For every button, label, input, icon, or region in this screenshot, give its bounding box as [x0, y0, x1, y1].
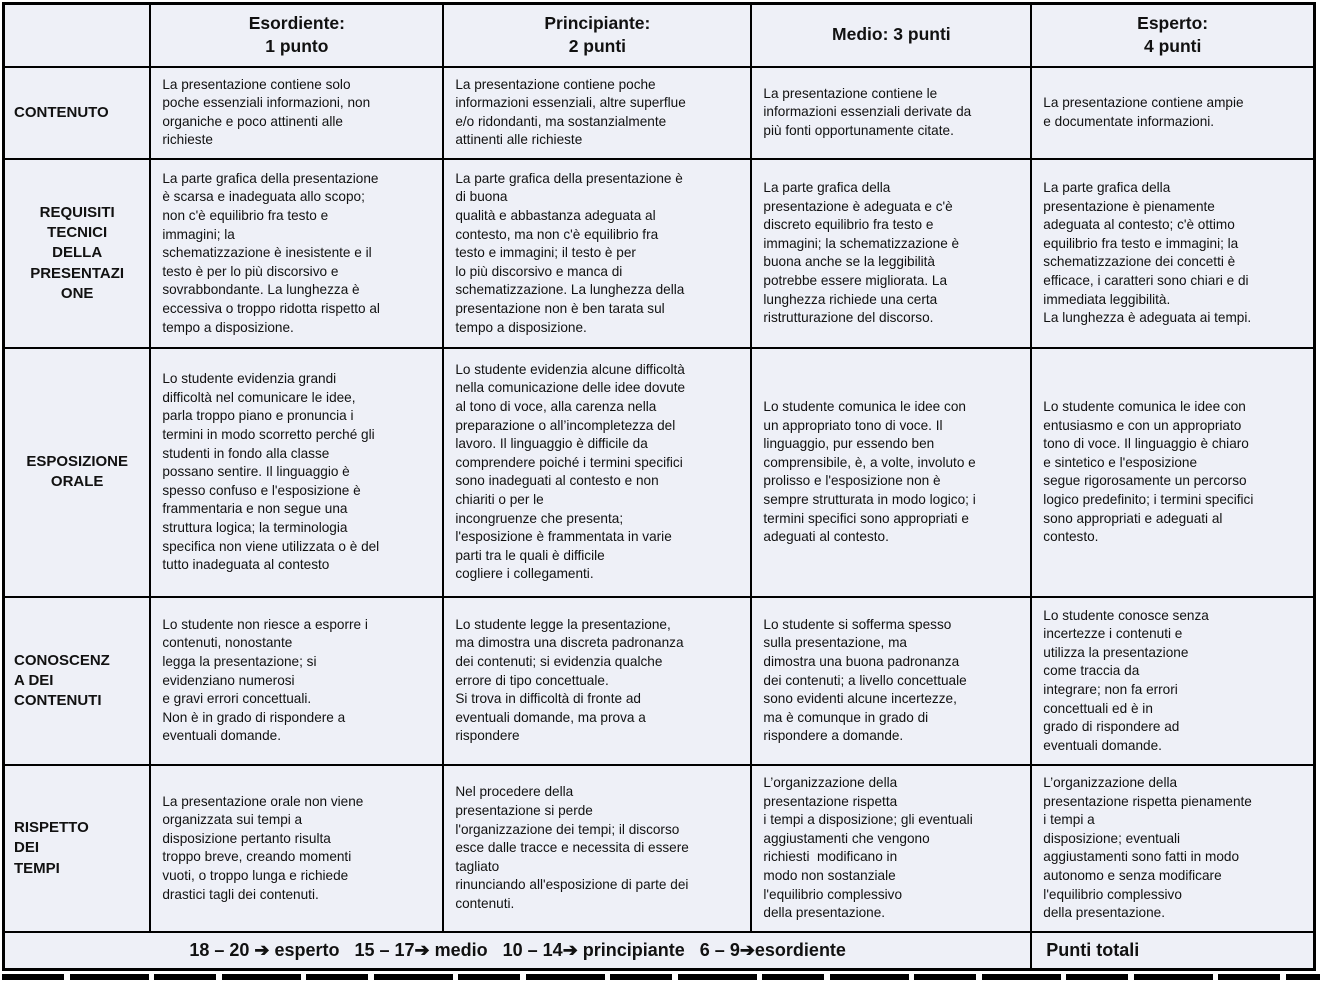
criterion-label: CONTENUTO	[4, 67, 151, 159]
corner-cell	[4, 4, 151, 67]
rubric-cell: Lo studente comunica le idee con entusiasmo e con un appropriato tono di voce. Il linguaggio è chiaro e sintetico e l'esposizione segue rigorosamente un percorso logico predefinito; i termini specifici sono appropriati e adeguati al contesto.	[1031, 348, 1314, 597]
table-row	[4, 348, 1315, 597]
rubric-cell: La presentazione contiene le informazioni essenziali derivate da più fonti opportunamente citate.	[751, 67, 1031, 159]
table-row	[4, 159, 1315, 348]
level-header-principiante: Principiante: 2 punti	[443, 4, 751, 67]
rubric-cell: La presentazione orale non viene organizzata sui tempi a disposizione pertanto risulta troppo breve, creando momenti vuoti, o troppo lunga e richiede drastici tagli dei contenuti.	[150, 765, 443, 932]
level-header-esordiente: Esordiente: 1 punto	[150, 4, 443, 67]
table-row	[4, 765, 1315, 932]
rubric-header	[4, 4, 1315, 67]
rubric-cell: La presentazione contiene ampie e documentate informazioni.	[1031, 67, 1314, 159]
bottom-torn-edge	[2, 974, 1320, 980]
header-row	[4, 4, 1315, 67]
rubric-cell: Lo studente comunica le idee con un appropriato tono di voce. Il linguaggio, pur essendo ben comprensibile, è, a volte, involuto e prolisso e l'esposizione non è sempre strutturata in modo logico; i termini specifici sono appropriati e adeguati al contesto.	[751, 348, 1031, 597]
total-points-label: Punti totali	[1031, 932, 1314, 970]
table-row	[4, 67, 1315, 159]
rubric-cell: La presentazione contiene solo poche essenziali informazioni, non organiche e poco attinenti alle richieste	[150, 67, 443, 159]
criterion-label: ESPOSIZIONE ORALE	[4, 348, 151, 597]
rubric-table	[2, 2, 1316, 971]
rubric-cell: Nel procedere della presentazione si perde l'organizzazione dei tempi; il discorso esce dalle tracce e necessita di essere tagliato rinunciando all'esposizione di parte dei contenuti.	[443, 765, 751, 932]
criterion-label: CONOSCENZ A DEI CONTENUTI	[4, 597, 151, 765]
rubric-cell: La parte grafica della presentazione è scarsa e inadeguata allo scopo; non c'è equilibrio fra testo e immagini; la schematizzazione è inesistente e il testo è per lo più discorsivo e sovrabbondante. La lunghezza è eccessiva o troppo ridotta rispetto al tempo a disposizione.	[150, 159, 443, 348]
rubric-cell: La parte grafica della presentazione è adeguata e c'è discreto equilibrio fra testo e immagini; la schematizzazione è buona anche se la leggibilità potrebbe essere migliorata. La lunghezza richiede una certa ristrutturazione del discorso.	[751, 159, 1031, 348]
rubric-cell: Lo studente evidenzia grandi difficoltà nel comunicare le idee, parla troppo piano e pronuncia i termini in modo scorretto perché gli studenti in fondo alla classe possano sentire. Il linguaggio è spesso confuso e l'esposizione è frammentaria e non segue una struttura logica; la terminologia specifica non viene utilizzata o è del tutto inadeguata al contesto	[150, 348, 443, 597]
rubric-cell: La presentazione contiene poche informazioni essenziali, altre superflue e/o ridondanti, ma sostanzialmente attinenti alle richieste	[443, 67, 751, 159]
rubric-cell: Lo studente si sofferma spesso sulla presentazione, ma dimostra una buona padronanza dei contenuti; a livello concettuale sono evidenti alcune incertezze, ma è comunque in grado di rispondere a domande.	[751, 597, 1031, 765]
rubric-cell: Lo studente legge la presentazione, ma dimostra una discreta padronanza dei contenuti; si evidenzia qualche errore di tipo concettuale. Si trova in difficoltà di fronte ad eventuali domande, ma prova a rispondere	[443, 597, 751, 765]
rubric-cell: La parte grafica della presentazione è di buona qualità e abbastanza adeguata al contesto, ma non c'è equilibrio fra testo e immagini; il testo è per lo più discorsivo e manca di schematizzazione. La lunghezza della presentazione non è ben tarata sul tempo a disposizione.	[443, 159, 751, 348]
criterion-label: REQUISITI TECNICI DELLA PRESENTAZI ONE	[4, 159, 151, 348]
criterion-label: RISPETTO DEI TEMPI	[4, 765, 151, 932]
rubric-cell: Lo studente evidenzia alcune difficoltà nella comunicazione delle idee dovute al tono di voce, alla carenza nella preparazione o all’incompletezza del lavoro. Il linguaggio è difficile da comprendere poiché i termini specifici sono inadeguati al contesto e non chiariti o per le incongruenze che presenta; l'esposizione è frammentata in varie parti tra le quali è difficile cogliere i collegamenti.	[443, 348, 751, 597]
rubric-cell: La parte grafica della presentazione è pienamente adeguata al contesto; c'è ottimo equilibrio fra testo e immagini; la schematizzazione dei concetti è efficace, i caratteri sono chiari e di immediata leggibilità. La lunghezza è adeguata ai tempi.	[1031, 159, 1314, 348]
rubric-cell: Lo studente conosce senza incertezze i contenuti e utilizza la presentazione come traccia da integrare; non fa errori concettuali ed è in grado di rispondere ad eventuali domande.	[1031, 597, 1314, 765]
level-header-medio: Medio: 3 punti	[751, 4, 1031, 67]
level-header-esperto: Esperto: 4 punti	[1031, 4, 1314, 67]
rubric-body	[4, 67, 1315, 932]
table-row	[4, 597, 1315, 765]
rubric-footer	[4, 932, 1315, 970]
score-legend: 18 – 20 ➔ esperto 15 – 17➔ medio 10 – 14➔ principiante 6 – 9➔esordiente	[4, 932, 1032, 970]
rubric-cell: L’organizzazione della presentazione rispetta pienamente i tempi a disposizione; eventuali aggiustamenti sono fatti in modo autonomo e senza modificare l'equilibrio complessivo della presentazione.	[1031, 765, 1314, 932]
rubric-cell: L’organizzazione della presentazione rispetta i tempi a disposizione; gli eventuali aggiustamenti che vengono richiesti modificano in modo non sostanziale l'equilibrio complessivo della presentazione.	[751, 765, 1031, 932]
footer-row	[4, 932, 1315, 970]
rubric-cell: Lo studente non riesce a esporre i contenuti, nonostante legga la presentazione; si evidenziano numerosi e gravi errori concettuali. Non è in grado di rispondere a eventuali domande.	[150, 597, 443, 765]
